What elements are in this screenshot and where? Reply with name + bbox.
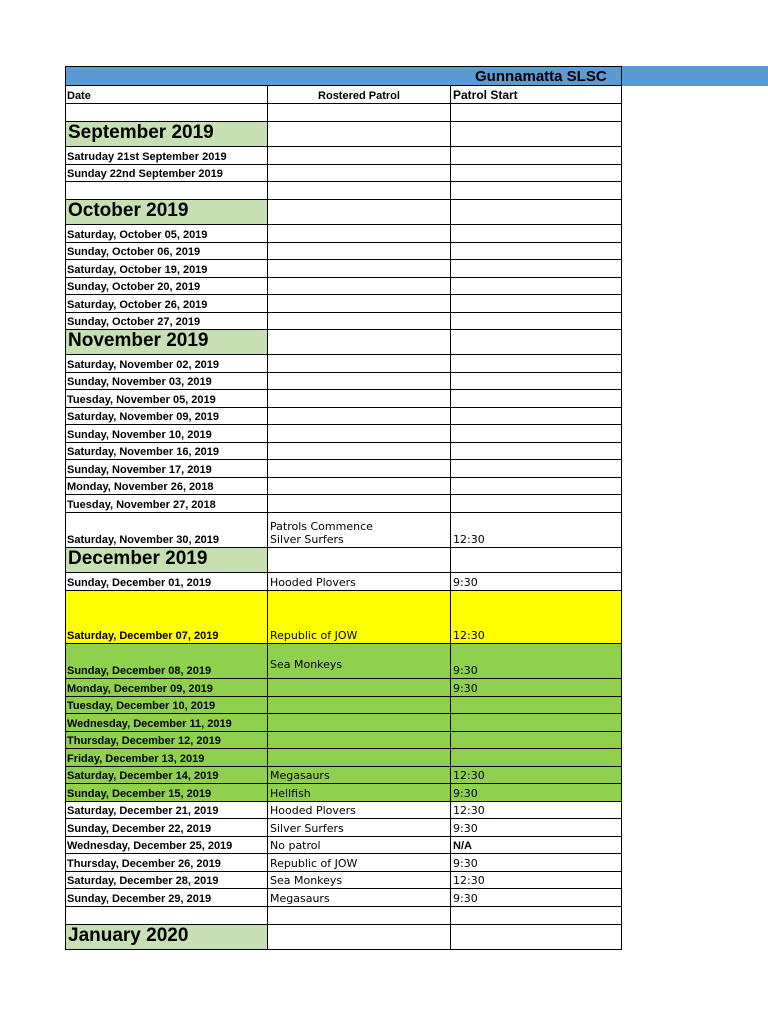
patrol-cell[interactable] — [268, 278, 451, 296]
table-row — [65, 495, 622, 513]
start-cell[interactable]: 12:30 — [451, 513, 622, 549]
cell[interactable] — [268, 122, 451, 147]
patrol-cell[interactable] — [268, 714, 451, 732]
date-cell[interactable]: Sunday, December 15, 2019 — [65, 784, 268, 802]
cell[interactable] — [65, 182, 268, 200]
patrol-cell[interactable] — [268, 373, 451, 391]
table-row — [65, 295, 622, 313]
date-cell[interactable]: Sunday, December 08, 2019 — [65, 644, 268, 679]
patrol-cell[interactable]: Sea Monkeys — [268, 872, 451, 890]
date-cell[interactable]: Thursday, December 26, 2019 — [65, 854, 268, 872]
header-date[interactable]: Date — [65, 86, 268, 104]
date-cell[interactable]: Monday, November 26, 2018 — [65, 478, 268, 496]
start-cell[interactable]: 9:30 — [451, 819, 622, 837]
date-cell[interactable]: Wednesday, December 25, 2019 — [65, 837, 268, 855]
date-cell[interactable]: Saturday, November 16, 2019 — [65, 443, 268, 461]
patrol-cell[interactable]: Hooded Plovers — [268, 802, 451, 820]
date-cell[interactable]: Tuesday, November 27, 2018 — [65, 495, 268, 513]
table-row — [65, 802, 622, 820]
cell[interactable] — [65, 907, 268, 925]
table-row — [65, 460, 622, 478]
table-row-highlighted — [65, 714, 622, 732]
start-cell[interactable]: 9:30 — [451, 679, 622, 697]
patrol-cell[interactable]: Sea Monkeys — [268, 644, 451, 679]
start-cell[interactable] — [451, 714, 622, 732]
start-cell[interactable]: 12:30 — [451, 802, 622, 820]
sheet-title — [65, 66, 622, 86]
table-row — [65, 408, 622, 426]
date-cell[interactable]: Friday, December 13, 2019 — [65, 749, 268, 767]
table-row-highlighted — [65, 697, 622, 715]
cell[interactable] — [451, 182, 622, 200]
cell[interactable] — [451, 122, 622, 147]
date-cell[interactable]: Sunday 22nd September 2019 — [65, 165, 268, 183]
cell[interactable] — [268, 925, 451, 951]
start-cell[interactable]: 9:30 — [451, 644, 622, 679]
month-row — [65, 925, 622, 951]
month-row — [65, 122, 622, 147]
month-label[interactable]: September 2019 — [65, 122, 268, 147]
date-cell[interactable]: Sunday, December 29, 2019 — [65, 889, 268, 907]
start-cell[interactable] — [451, 443, 622, 461]
month-row — [65, 548, 622, 573]
table-row — [65, 278, 622, 296]
table-row — [65, 872, 622, 890]
table-row — [65, 573, 622, 591]
patrol-cell[interactable] — [268, 443, 451, 461]
start-cell[interactable] — [451, 278, 622, 296]
table-row — [65, 513, 622, 549]
date-cell[interactable]: Tuesday, November 05, 2019 — [65, 390, 268, 408]
blank-row — [65, 182, 622, 200]
table-row-highlighted — [65, 784, 622, 802]
month-row — [65, 200, 622, 225]
blank-row — [65, 104, 622, 122]
patrol-cell[interactable] — [268, 260, 451, 278]
table-row — [65, 443, 622, 461]
start-cell[interactable] — [451, 425, 622, 443]
date-cell[interactable]: Saturday, December 21, 2019 — [65, 802, 268, 820]
table-row — [65, 390, 622, 408]
month-row — [65, 330, 622, 355]
patrol-cell[interactable]: No patrol — [268, 837, 451, 855]
cell[interactable] — [268, 907, 451, 925]
patrol-cell[interactable]: Megasaurs — [268, 767, 451, 785]
start-cell[interactable] — [451, 147, 622, 165]
patrol-cell[interactable]: Republic of JOW — [268, 591, 451, 644]
start-cell[interactable]: 12:30 — [451, 767, 622, 785]
cell[interactable] — [268, 104, 451, 122]
date-cell[interactable]: Sunday, December 01, 2019 — [65, 573, 268, 591]
patrol-cell[interactable] — [268, 513, 451, 549]
date-cell[interactable]: Thursday, December 12, 2019 — [65, 732, 268, 750]
patrol-cell[interactable] — [268, 165, 451, 183]
date-cell[interactable]: Sunday, October 27, 2019 — [65, 313, 268, 331]
start-cell[interactable] — [451, 408, 622, 426]
date-cell[interactable]: Sunday, November 17, 2019 — [65, 460, 268, 478]
patrol-cell[interactable] — [268, 749, 451, 767]
start-cell[interactable] — [451, 243, 622, 261]
start-cell[interactable]: 9:30 — [451, 784, 622, 802]
table-row — [65, 889, 622, 907]
cell[interactable] — [65, 104, 268, 122]
month-label[interactable]: December 2019 — [65, 548, 268, 573]
date-cell[interactable]: Sunday, November 03, 2019 — [65, 373, 268, 391]
start-cell[interactable] — [451, 373, 622, 391]
table-row — [65, 313, 622, 331]
date-cell[interactable]: Sunday, October 06, 2019 — [65, 243, 268, 261]
table-row — [65, 425, 622, 443]
patrol-cell[interactable] — [268, 147, 451, 165]
start-cell[interactable] — [451, 460, 622, 478]
table-row — [65, 260, 622, 278]
cell[interactable] — [451, 925, 622, 951]
date-cell[interactable]: Sunday, November 10, 2019 — [65, 425, 268, 443]
patrol-cell[interactable] — [268, 295, 451, 313]
table-row — [65, 837, 622, 855]
date-cell[interactable]: Tuesday, December 10, 2019 — [65, 697, 268, 715]
table-row — [65, 225, 622, 243]
start-cell[interactable]: N/A — [451, 837, 622, 855]
cell[interactable] — [451, 330, 622, 355]
patrol-cell[interactable] — [268, 679, 451, 697]
start-cell[interactable]: 12:30 — [451, 591, 622, 644]
table-row-highlighted — [65, 767, 622, 785]
date-cell[interactable]: Saturday, December 14, 2019 — [65, 767, 268, 785]
start-cell[interactable] — [451, 295, 622, 313]
start-cell[interactable]: 9:30 — [451, 854, 622, 872]
date-cell[interactable]: Sunday, December 22, 2019 — [65, 819, 268, 837]
cell[interactable] — [268, 548, 451, 573]
start-cell[interactable]: 9:30 — [451, 573, 622, 591]
date-cell[interactable]: Saturday, November 02, 2019 — [65, 355, 268, 373]
cell[interactable] — [268, 330, 451, 355]
start-cell[interactable] — [451, 225, 622, 243]
patrol-cell[interactable] — [268, 225, 451, 243]
date-cell[interactable]: Monday, December 09, 2019 — [65, 679, 268, 697]
start-cell[interactable]: 9:30 — [451, 889, 622, 907]
date-cell[interactable]: Saturday, November 09, 2019 — [65, 408, 268, 426]
table-row-highlighted — [65, 749, 622, 767]
date-cell[interactable]: Saturday, December 07, 2019 — [65, 591, 268, 644]
start-cell[interactable] — [451, 495, 622, 513]
date-cell[interactable]: Saturday, October 26, 2019 — [65, 295, 268, 313]
cell[interactable] — [451, 907, 622, 925]
table-row-highlighted — [65, 644, 622, 679]
header-rostered-patrol[interactable]: Rostered Patrol — [268, 86, 451, 104]
patrol-cell[interactable] — [268, 495, 451, 513]
table-row-highlighted — [65, 679, 622, 697]
start-cell[interactable] — [451, 355, 622, 373]
patrol-cell[interactable]: Hooded Plovers — [268, 573, 451, 591]
cell[interactable] — [268, 200, 451, 225]
table-row — [65, 243, 622, 261]
table-row — [65, 819, 622, 837]
patrol-cell[interactable] — [268, 425, 451, 443]
patrol-cell[interactable]: Republic of JOW — [268, 854, 451, 872]
blank-row — [65, 907, 622, 925]
table-row-highlighted — [65, 591, 622, 644]
column-header-row — [65, 86, 622, 104]
date-cell[interactable]: Saturday, October 19, 2019 — [65, 260, 268, 278]
month-label[interactable]: November 2019 — [65, 330, 268, 355]
title-text: Gunnamatta SLSC — [475, 68, 607, 85]
cell[interactable] — [268, 182, 451, 200]
month-label[interactable]: January 2020 — [65, 925, 268, 951]
start-cell[interactable]: 12:30 — [451, 872, 622, 890]
start-cell[interactable] — [451, 749, 622, 767]
patrol-cell[interactable] — [268, 697, 451, 715]
patrol-cell[interactable] — [268, 732, 451, 750]
patrol-cell[interactable]: Silver Surfers — [268, 819, 451, 837]
patrol-cell[interactable] — [268, 355, 451, 373]
date-cell[interactable]: Satruday 21st September 2019 — [65, 147, 268, 165]
date-cell[interactable]: Saturday, November 30, 2019 — [65, 513, 268, 549]
start-cell[interactable] — [451, 260, 622, 278]
patrol-cell[interactable] — [268, 408, 451, 426]
patrol-cell[interactable] — [268, 478, 451, 496]
date-cell[interactable]: Sunday, October 20, 2019 — [65, 278, 268, 296]
patrol-roster-sheet — [65, 66, 622, 950]
patrol-cell[interactable] — [268, 390, 451, 408]
date-cell[interactable]: Saturday, December 28, 2019 — [65, 872, 268, 890]
patrol-cell[interactable] — [268, 243, 451, 261]
start-cell[interactable] — [451, 478, 622, 496]
start-cell[interactable] — [451, 313, 622, 331]
patrol-name: Silver Surfers — [270, 533, 344, 546]
table-row-highlighted — [65, 732, 622, 750]
patrol-cell[interactable] — [268, 460, 451, 478]
cell[interactable] — [451, 548, 622, 573]
table-row — [65, 854, 622, 872]
date-cell[interactable]: Saturday, October 05, 2019 — [65, 225, 268, 243]
patrol-cell[interactable] — [268, 313, 451, 331]
date-cell[interactable]: Wednesday, December 11, 2019 — [65, 714, 268, 732]
table-row — [65, 165, 622, 183]
cell[interactable] — [451, 200, 622, 225]
month-label[interactable]: October 2019 — [65, 200, 268, 225]
table-row — [65, 373, 622, 391]
table-row — [65, 478, 622, 496]
patrol-cell[interactable]: Hellfish — [268, 784, 451, 802]
table-row — [65, 147, 622, 165]
start-cell[interactable] — [451, 732, 622, 750]
table-row — [65, 355, 622, 373]
start-cell[interactable] — [451, 697, 622, 715]
patrol-cell[interactable]: Megasaurs — [268, 889, 451, 907]
header-patrol-start[interactable]: Patrol Start — [451, 86, 622, 104]
cell[interactable] — [451, 104, 622, 122]
start-cell[interactable] — [451, 390, 622, 408]
start-cell[interactable] — [451, 165, 622, 183]
patrol-note: Patrols Commence — [270, 520, 373, 533]
